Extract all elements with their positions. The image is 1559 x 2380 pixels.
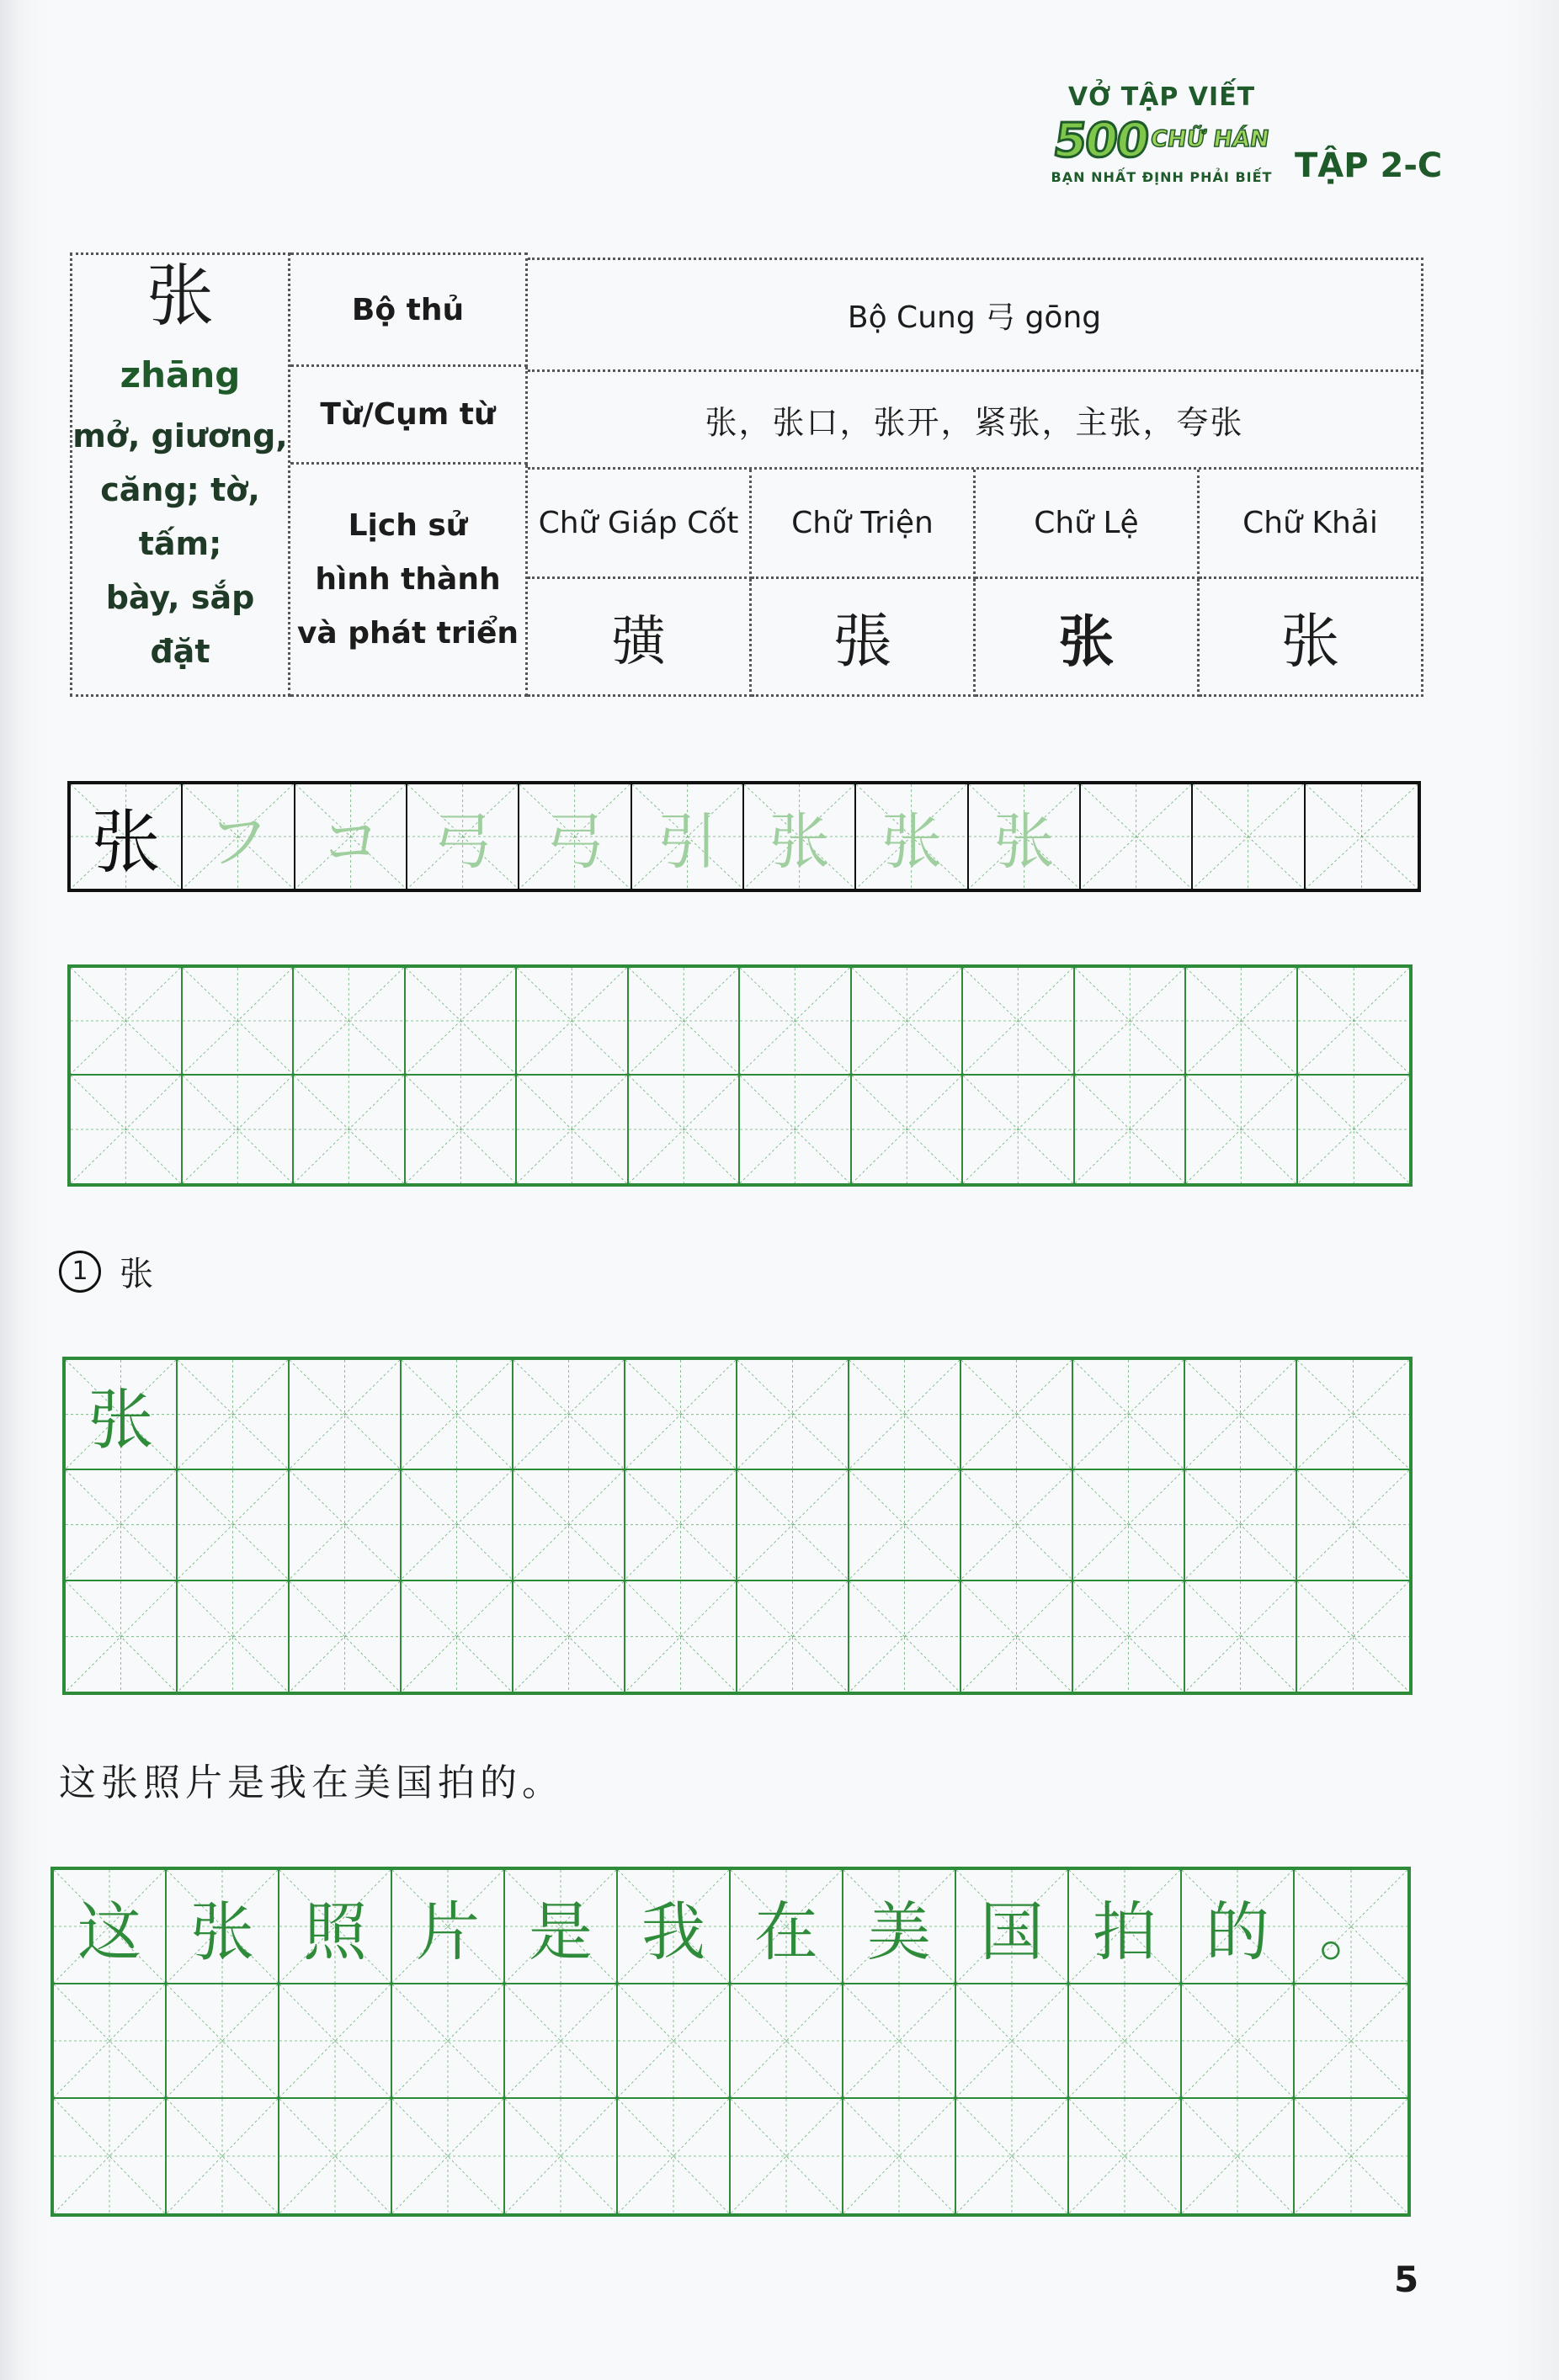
writing-cell[interactable] [167,2099,279,2213]
writing-cell[interactable] [505,2099,618,2213]
meaning-line-2: căng; tờ, tấm; [100,471,260,562]
writing-cell[interactable] [402,1360,513,1470]
writing-cell[interactable] [71,784,183,889]
cell-guide-lines [167,2099,278,2213]
cell-guide-lines [1081,784,1191,889]
writing-cell[interactable] [505,1984,618,2099]
writing-cell[interactable] [279,1870,392,1984]
writing-cell[interactable] [1182,1984,1295,2099]
writing-cell[interactable] [1186,968,1298,1076]
cell-guide-lines [392,1984,503,2097]
writing-cell[interactable] [625,1360,737,1470]
cell-guide-lines [629,968,739,1074]
sentence-character: 拍 [1093,1894,1157,1969]
cell-guide-lines [66,1470,176,1579]
writing-cell[interactable] [1073,1470,1185,1580]
writing-cell[interactable] [963,968,1075,1076]
cell-guide-lines [402,1470,512,1579]
writing-cell[interactable] [183,784,295,889]
cell-guide-lines [737,1470,848,1579]
writing-cell[interactable] [1295,1984,1407,2099]
cell-guide-lines [1185,1470,1296,1579]
writing-cell[interactable] [279,2099,392,2213]
meaning [72,409,288,678]
writing-cell[interactable] [740,968,852,1076]
series-number: 500 [1050,114,1152,168]
writing-cell[interactable] [956,1870,1069,1984]
cell-guide-lines [279,2099,391,2213]
writing-cell[interactable] [1073,1581,1185,1692]
writing-cell[interactable] [513,1470,625,1580]
glyph-oracle: 彉 [528,579,752,697]
cell-guide-lines [183,1076,293,1183]
series-top-text: VỞ TẬP VIẾT [1067,82,1256,112]
cell-guide-lines [1193,784,1303,889]
writing-cell[interactable] [961,1581,1073,1692]
writing-cell[interactable] [517,1076,629,1183]
sentence-character: 我 [641,1894,705,1969]
cell-guide-lines [843,2099,955,2213]
writing-cell[interactable] [178,1470,290,1580]
cell-guide-lines [402,1581,512,1692]
series-han-text: CHỮ HÁN [1149,126,1271,152]
writing-cell[interactable] [856,784,968,889]
writing-cell[interactable] [66,1581,178,1692]
word-number-badge: 1 [59,1251,101,1293]
writing-cell[interactable] [618,1984,731,2099]
sentence-character: 美 [867,1894,931,1969]
cell-guide-lines [178,1470,288,1579]
cell-guide-lines [1297,1360,1409,1469]
word-heading-text: 张 [120,1255,153,1294]
cell-guide-lines [517,968,627,1074]
sentence-character: 张 [190,1894,254,1969]
writing-cell[interactable] [392,2099,505,2213]
words-label: Từ/Cụm từ [290,367,528,465]
writing-cell[interactable] [402,1581,513,1692]
cell-guide-lines [294,1076,404,1183]
cell-guide-lines [290,1470,400,1579]
cell-guide-lines [290,1581,400,1692]
writing-cell[interactable] [629,1076,741,1183]
sentence-character: 的 [1205,1894,1269,1969]
meaning-line-1: mở, giương, [72,417,288,454]
cell-guide-lines [737,1360,848,1469]
writing-cell[interactable] [737,1581,849,1692]
cell-guide-lines [731,2099,842,2213]
cell-guide-lines [406,1076,516,1183]
stroke-step: 张 [881,806,942,877]
writing-cell[interactable] [843,1870,956,1984]
cell-guide-lines [740,1076,850,1183]
word-heading [59,1247,153,1295]
writing-cell[interactable] [54,1870,167,1984]
writing-cell[interactable] [625,1470,737,1580]
writing-cell[interactable] [402,1470,513,1580]
stroke-step: 张 [769,806,830,877]
writing-cell[interactable] [183,968,295,1076]
script-name-seal: Chữ Triện [752,470,976,579]
words-value: 张，张口，张开，紧张，主张，夸张 [528,372,1423,470]
cell-guide-lines [54,1984,165,2097]
sentence-character: 是 [529,1894,593,1969]
cell-guide-lines [740,968,850,1074]
cell-guide-lines [167,1984,278,2097]
example-sentence: 这张照片是我在美国拍的。 [59,1761,564,1804]
cell-guide-lines [406,968,516,1074]
writing-cell[interactable] [71,1076,183,1183]
writing-cell[interactable] [290,1470,402,1580]
meaning-line-3: bày, sắp đặt [105,579,255,670]
script-name-oracle: Chữ Giáp Cốt [528,470,752,579]
character-summary [70,252,290,697]
stroke-order-grid [67,781,1421,892]
writing-cell[interactable] [1306,784,1418,889]
cell-guide-lines [1069,2099,1180,2213]
cell-guide-lines [618,2099,729,2213]
cell-guide-lines [1186,968,1296,1074]
writing-cell[interactable] [392,1984,505,2099]
cell-guide-lines [625,1581,736,1692]
stroke-step: 引 [657,806,718,877]
cell-guide-lines [1073,1360,1184,1469]
writing-cell[interactable] [1295,2099,1407,2213]
writing-cell[interactable] [66,1360,178,1470]
cell-guide-lines [961,1581,1072,1692]
volume-label: TẬP 2-C [1295,146,1443,185]
sentence-character: 照 [303,1894,367,1969]
page-number: 5 [1394,2259,1419,2300]
cell-guide-lines [505,1984,616,2097]
cell-guide-lines [1186,1076,1296,1183]
writing-cell[interactable] [849,1470,961,1580]
cell-guide-lines [956,1984,1067,2097]
sentence-character: 片 [416,1894,480,1969]
cell-guide-lines [513,1360,624,1469]
writing-cell[interactable] [1075,1076,1187,1183]
glyph-clerical: 张 [976,579,1200,697]
writing-cell[interactable] [519,784,631,889]
writing-cell[interactable] [1182,1870,1295,1984]
writing-cell[interactable] [407,784,519,889]
glyph-regular: 张 [1200,579,1423,697]
writing-cell[interactable] [183,1076,295,1183]
stroke-step: 张 [993,806,1055,877]
writing-cell[interactable] [852,1076,964,1183]
writing-cell[interactable] [1298,1076,1410,1183]
writing-cell[interactable] [167,1984,279,2099]
cell-guide-lines [1306,784,1418,889]
cell-guide-lines [1185,1360,1296,1469]
radical-value: Bộ Cung 弓 gōng [528,258,1423,372]
writing-cell[interactable] [956,1984,1069,2099]
cell-guide-lines [66,1581,176,1692]
writing-cell[interactable] [295,784,407,889]
writing-cell[interactable] [618,1870,731,1984]
cell-guide-lines [1295,1984,1407,2097]
cell-guide-lines [517,1076,627,1183]
writing-cell[interactable] [731,1870,843,1984]
cell-guide-lines [1182,1984,1293,2097]
writing-cell[interactable] [71,968,183,1076]
writing-cell[interactable] [629,968,741,1076]
cell-guide-lines [1297,1581,1409,1692]
writing-cell[interactable] [66,1470,178,1580]
sentence-character: 这 [77,1894,141,1969]
cell-guide-lines [961,1470,1072,1579]
word-lead-character: 张 [88,1382,154,1458]
cell-guide-lines [71,1076,181,1183]
cell-guide-lines [1075,968,1185,1074]
history-label-line-2: hình thành [315,561,501,597]
writing-cell[interactable] [1081,784,1193,889]
cell-guide-lines [625,1470,736,1579]
glyph-seal: 張 [752,579,976,697]
cell-guide-lines [852,1076,962,1183]
writing-cell[interactable] [290,1581,402,1692]
writing-cell[interactable] [54,2099,167,2213]
word-practice-grid [62,1357,1413,1695]
sentence-character: 。 [1319,1894,1383,1969]
sentence-practice-grid [51,1867,1411,2217]
cell-guide-lines [629,1076,739,1183]
writing-cell[interactable] [505,1870,618,1984]
practice-grid [67,964,1413,1187]
character-info-table [70,252,1423,697]
writing-cell[interactable] [406,1076,518,1183]
lead-character: 张 [91,802,161,883]
sentence-character: 在 [754,1894,818,1969]
cell-guide-lines [183,968,293,1074]
writing-cell[interactable] [963,1076,1075,1183]
writing-cell[interactable] [852,968,964,1076]
cell-guide-lines [1073,1581,1184,1692]
writing-cell[interactable] [517,968,629,1076]
series-logo [1044,82,1280,200]
stroke-step: 弓 [432,806,493,877]
writing-cell[interactable] [961,1360,1073,1470]
cell-guide-lines [852,968,962,1074]
cell-guide-lines [618,1984,729,2097]
cell-guide-lines [1298,968,1410,1074]
cell-guide-lines [1297,1470,1409,1579]
writing-cell[interactable] [1297,1470,1409,1580]
writing-cell[interactable] [294,968,406,1076]
writing-cell[interactable] [1182,2099,1295,2213]
writing-cell[interactable] [1075,968,1187,1076]
series-subtitle: BẠN NHẤT ĐỊNH PHẢI BIẾT [1051,169,1273,185]
writing-cell[interactable] [1186,1076,1298,1183]
cell-guide-lines [1073,1470,1184,1579]
cell-guide-lines [737,1581,848,1692]
writing-cell[interactable] [1185,1581,1297,1692]
script-name-clerical: Chữ Lệ [976,470,1200,579]
cell-guide-lines [963,1076,1073,1183]
writing-cell[interactable] [290,1360,402,1470]
writing-cell[interactable] [849,1360,961,1470]
writing-cell[interactable] [632,784,744,889]
pinyin: zhāng [120,354,241,396]
writing-cell[interactable] [843,1984,956,2099]
writing-cell[interactable] [1295,1870,1407,1984]
writing-cell[interactable] [731,1984,843,2099]
writing-cell[interactable] [969,784,1081,889]
cell-guide-lines [505,2099,616,2213]
writing-cell[interactable] [1297,1581,1409,1692]
cell-guide-lines [1182,2099,1293,2213]
cell-guide-lines [963,968,1073,1074]
writing-cell[interactable] [1069,1870,1182,1984]
cell-guide-lines [392,2099,503,2213]
cell-guide-lines [1185,1581,1296,1692]
radical-label: Bộ thủ [290,252,528,367]
cell-guide-lines [1295,2099,1407,2213]
writing-cell[interactable] [731,2099,843,2213]
cell-guide-lines [1075,1076,1185,1183]
writing-cell[interactable] [392,1870,505,1984]
main-character: 张 [146,257,214,335]
cell-guide-lines [71,968,181,1074]
writing-cell[interactable] [961,1470,1073,1580]
writing-cell[interactable] [513,1360,625,1470]
writing-cell[interactable] [513,1581,625,1692]
cell-guide-lines [178,1360,288,1469]
writing-cell[interactable] [849,1581,961,1692]
writing-cell[interactable] [178,1581,290,1692]
writing-cell[interactable] [294,1076,406,1183]
cell-guide-lines [294,968,404,1074]
stroke-step: コ [320,806,381,877]
cell-guide-lines [402,1360,512,1469]
writing-cell[interactable] [625,1581,737,1692]
writing-cell[interactable] [1069,1984,1182,2099]
stroke-step: フ [207,806,269,877]
cell-guide-lines [849,1360,960,1469]
cell-guide-lines [1298,1076,1410,1183]
writing-cell[interactable] [406,968,518,1076]
writing-cell[interactable] [740,1076,852,1183]
cell-guide-lines [625,1360,736,1469]
cell-guide-lines [956,2099,1067,2213]
writing-cell[interactable] [1069,2099,1182,2213]
cell-guide-lines [849,1470,960,1579]
writing-cell[interactable] [1193,784,1305,889]
writing-cell[interactable] [1073,1360,1185,1470]
writing-cell[interactable] [167,1870,279,1984]
cell-guide-lines [513,1470,624,1579]
cell-guide-lines [290,1360,400,1469]
writing-cell[interactable] [737,1470,849,1580]
cell-guide-lines [54,2099,165,2213]
cell-guide-lines [731,1984,842,2097]
cell-guide-lines [961,1360,1072,1469]
cell-guide-lines [843,1984,955,2097]
history-label-line-1: Lịch sử [348,507,468,543]
writing-cell[interactable] [54,1984,167,2099]
writing-cell[interactable] [618,2099,731,2213]
cell-guide-lines [178,1581,288,1692]
writing-cell[interactable] [1297,1360,1409,1470]
sentence-character: 国 [980,1894,1044,1969]
cell-guide-lines [513,1581,624,1692]
cell-guide-lines [1069,1984,1180,2097]
stroke-step: 弓 [544,806,605,877]
cell-guide-lines [279,1984,391,2097]
cell-guide-lines [849,1581,960,1692]
writing-cell[interactable] [178,1360,290,1470]
writing-cell[interactable] [737,1360,849,1470]
history-label-line-3: và phát triển [296,615,519,651]
writing-cell[interactable] [843,2099,956,2213]
writing-cell[interactable] [1298,968,1410,1076]
writing-cell[interactable] [279,1984,392,2099]
writing-cell[interactable] [1185,1470,1297,1580]
history-label [290,465,528,697]
writing-cell[interactable] [1185,1360,1297,1470]
writing-cell[interactable] [956,2099,1069,2213]
script-name-regular: Chữ Khải [1200,470,1423,579]
writing-cell[interactable] [744,784,856,889]
